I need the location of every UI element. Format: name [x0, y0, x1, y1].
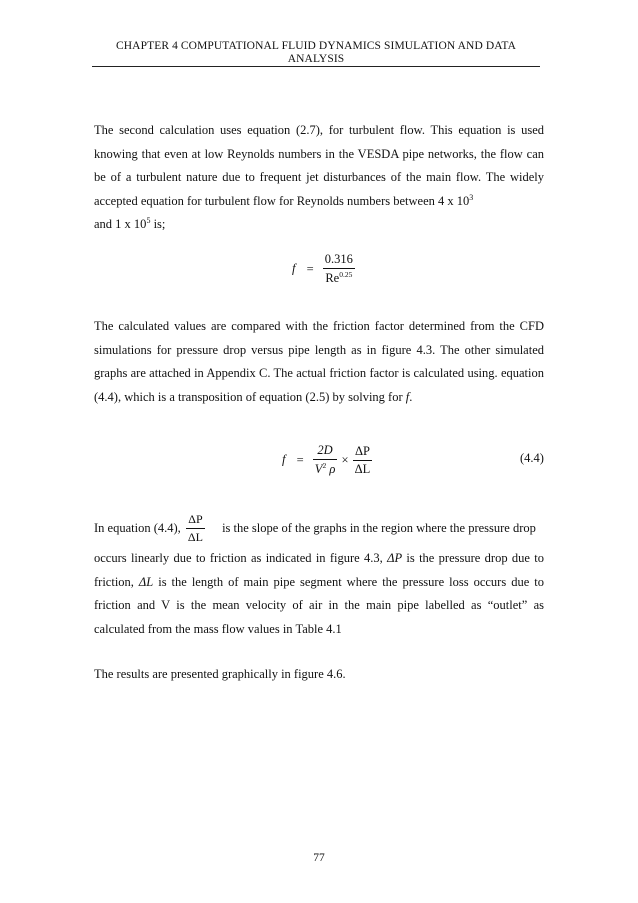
inline-fraction: $\frac{\Delta P}{\Delta L}$: [187, 512, 203, 544]
eq-fraction-1: [313, 443, 338, 477]
eq-lhs: f: [292, 261, 296, 276]
eq-denominator-2: ΔL: [354, 461, 371, 476]
eq-fraction: [323, 252, 355, 286]
exponent: 3: [469, 192, 474, 202]
paragraph-comparison: The calculated values are compared with the friction factor determined from the CFD simulations for pressure drop versus pipe length as in figure 4.3. The other simulated graphs are attached in Appendix C. The actual friction factor is calculated using. equation (4.4), which is a transposition of equation (2.5) by solving for f.: [94, 319, 544, 404]
eq-numerator-1: 2D: [313, 443, 338, 460]
paragraph-slope-rest: occurs linearly due to friction as indicated in figure 4.3, ΔP is the pressure drop due to friction, ΔL is the length of main pipe segment where the pressure loss occurs due to friction and V is the mean velocity of air in the main pipe labelled as “outlet” as calculated from the mass flow values in Table 4.1: [94, 551, 544, 636]
header-rule: [92, 66, 540, 67]
equation-number: (4.4): [520, 451, 544, 465]
eq-equals: =: [306, 261, 314, 276]
exponent: 5: [146, 215, 151, 225]
equation-4-4: [282, 443, 372, 477]
header-line-1: CHAPTER 4 COMPUTATIONAL FLUID DYNAMICS SIMULATION AND DATA: [116, 40, 516, 52]
eq-numerator: 0.316: [323, 252, 355, 269]
eq-denominator-1: $V^2$ ρ: [314, 461, 336, 477]
running-header: [92, 40, 540, 66]
equation-blasius: [292, 252, 355, 286]
eq-denominator: $Re^{0.25}$: [325, 270, 353, 286]
paragraph-slope-line-1: In equation (4.4), $\frac{\Delta P}{\Delta L}$ is the slope of the graphs in the region where the pressure drop: [94, 512, 536, 544]
eq-equals: =: [296, 452, 304, 467]
eq-times: ×: [341, 452, 349, 467]
eq-fraction-2: [353, 444, 373, 477]
paragraph-turbulent-flow: The second calculation uses equation (2.7), for turbulent flow. This equation is used knowing that even at low Reynolds numbers in the VESDA pipe networks, the flow can be of a turbulent nature due to frequent jet disturbances of the main flow. The widely accepted equation for turbulent flow for Reynolds numbers between 4 x $10^3$ and 1 x $10^5$ is;: [94, 123, 544, 231]
paragraph-results: The results are presented graphically in figure 4.6.: [94, 667, 346, 681]
eq-lhs: f: [282, 452, 286, 467]
header-line-2: ANALYSIS: [287, 53, 345, 65]
page-number: 77: [313, 852, 325, 864]
eq-numerator-2: ΔP: [353, 444, 373, 461]
